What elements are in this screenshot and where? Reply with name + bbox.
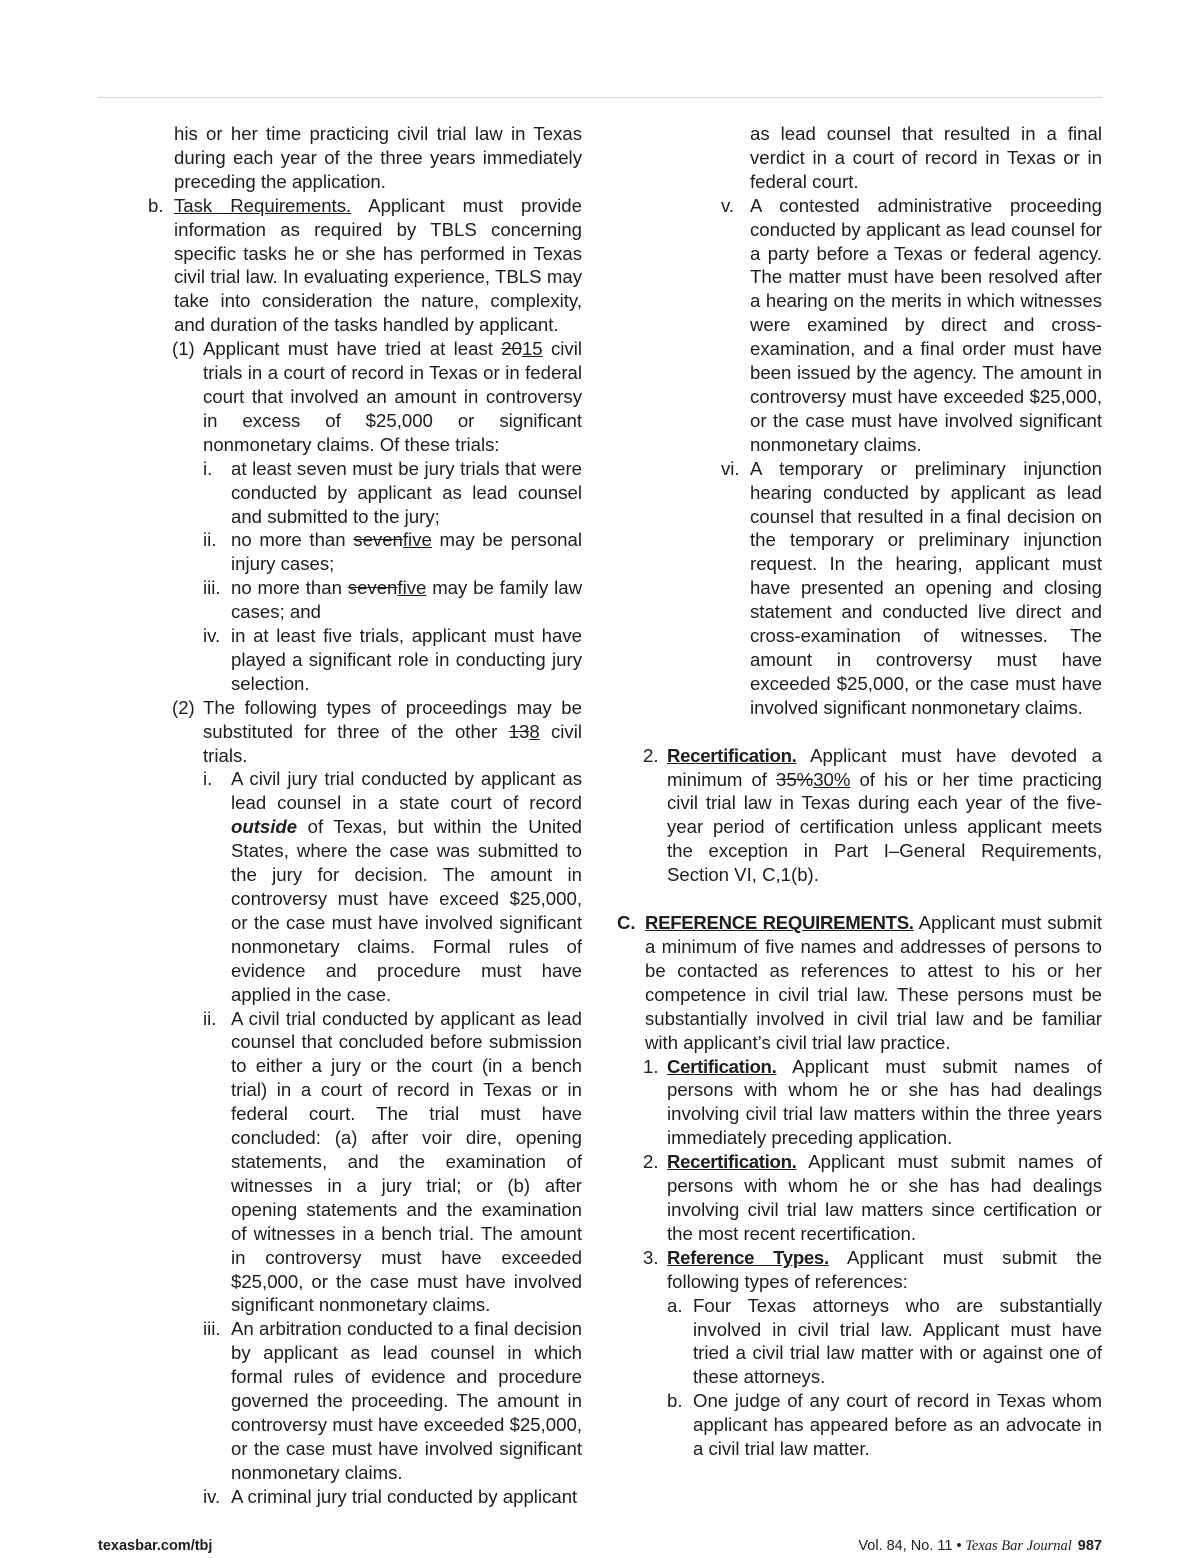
list-marker: iii.: [203, 577, 221, 599]
right-column: [600, 122, 1102, 1461]
list-marker: iv.: [203, 1485, 221, 1507]
left-column: [120, 122, 582, 1509]
list-item: [120, 528, 582, 576]
list-item: [600, 1389, 1102, 1461]
list-item: [120, 194, 582, 337]
list-marker: (2): [172, 696, 195, 718]
item-text: in at least five trials, applicant must have played a significant role in conducting jury selection.: [231, 625, 582, 694]
list-marker: v.: [721, 194, 735, 216]
list-item: [120, 457, 582, 529]
deleted-text: 20: [501, 338, 522, 360]
list-item: [120, 696, 582, 768]
list-marker: i.: [203, 457, 213, 479]
list-item: [600, 1055, 1102, 1151]
deleted-text: 35%: [775, 768, 814, 790]
list-marker: i.: [203, 768, 213, 790]
deleted-text: 13: [508, 720, 530, 742]
list-marker: b.: [667, 1390, 683, 1412]
list-marker: a.: [667, 1294, 683, 1316]
footer-citation: [858, 1538, 1102, 1555]
list-marker: ii.: [203, 1007, 217, 1029]
item-text: Applicant must have tried at least: [203, 338, 502, 360]
footer-volume: Vol. 84, No. 11: [858, 1538, 957, 1554]
list-item: [600, 1246, 1102, 1294]
deleted-text: seven: [353, 529, 403, 551]
paragraph: [600, 122, 1102, 194]
inserted-text: 15: [521, 338, 543, 360]
item-text: at least seven must be jury trials that were conducted by applicant as lead counsel and submitted to the jury;: [231, 457, 582, 527]
item-text: Applicant must provide information as required by TBLS concerning specific tasks he or she has performed in Texas civil trial law. In evaluating experience, TBLS may take into consideration the nature, complexity, and duration of the tasks handled by applicant.: [174, 194, 582, 336]
item-text: A contested administrative proceeding conducted by applicant as lead counsel for a party before a Texas or federal agency. The matter must have been resolved after a hearing on the merits in which witnesses were examined by direct and cross-examination, and a final order must have been issued by the agency. The amount in controversy must have exceeded $25,000, or the case must have involved significant nonmonetary claims.: [750, 194, 1102, 455]
paragraph-text: as lead counsel that resulted in a final verdict in a court of record in Texas or in federal court.: [750, 123, 1102, 192]
footer-journal: Texas Bar Journal: [961, 1538, 1072, 1554]
item-text: may be personal injury cases;: [231, 529, 582, 575]
inserted-text: five: [402, 529, 432, 551]
footer-bullet: •: [956, 1538, 962, 1554]
list-marker: 2.: [643, 1151, 659, 1173]
header-rule: [98, 97, 1102, 98]
item-text: A civil jury trial conducted by applicant as lead counsel in a state court of record: [231, 768, 582, 814]
list-item: [600, 1294, 1102, 1390]
item-text: civil trials in a court of record in Texas or in federal court that involved an amount in controversy in excess of $25,000 or significant nonmonetary claims. Of these trials:: [203, 338, 582, 455]
list-item: [120, 624, 582, 696]
item-heading: Recertification.: [667, 744, 797, 766]
item-text: A criminal jury trial conducted by applicant: [231, 1485, 578, 1507]
item-text: of his or her time practicing civil trial law in Texas during each year of the five-year period of certification unless applicant meets the exception in Part I–General Requirements, Section VI, C,1(b).: [667, 768, 1102, 886]
item-heading: Reference Types.: [667, 1246, 829, 1268]
list-marker: 1.: [643, 1055, 659, 1077]
deleted-text: seven: [347, 577, 398, 599]
paragraph: [120, 122, 582, 194]
item-text: The following types of proceedings may be substituted for three of the other: [203, 696, 582, 742]
item-text: Applicant must submit names of persons with whom he or she has had dealings involving civil trial law matters within the three years immediately preceding application.: [667, 1055, 1102, 1149]
list-item: [120, 1317, 582, 1484]
item-text: Applicant must submit names of persons with whom he or she has had dealings involving civil trial law matters since certification or the most recent recertification.: [667, 1151, 1102, 1244]
list-marker: 2.: [643, 744, 659, 766]
item-text: of Texas, but within the United States, where the case was submitted to the jury for decision. The amount in controversy must have exceed $25,000, or the case must have involved significant nonmonetary claims. Formal rules of evidence and procedure must have applied in the case.: [231, 816, 582, 1005]
item-text: no more than: [231, 529, 354, 551]
list-marker: b.: [148, 194, 164, 216]
list-item: [120, 576, 582, 624]
list-item: [120, 1485, 582, 1509]
item-text: A temporary or preliminary injunction hearing conducted by applicant as lead counsel that resulted in a final decision on the temporary or preliminary injunction request. In the hearing, applicant must have presented an opening and closing statement and conducted live direct and cross-examination of witnesses. The amount in controversy must have exceeded $25,000, or the case must have involved significant nonmonetary claims.: [750, 457, 1102, 718]
list-marker: (1): [172, 338, 195, 360]
paragraph-text: his or her time practicing civil trial law in Texas during each year of the three years immediately preceding the application.: [174, 123, 582, 192]
section-heading: REFERENCE REQUIREMENTS.: [645, 912, 914, 934]
list-item: [600, 194, 1102, 457]
inserted-text: five: [397, 577, 427, 599]
list-item: [120, 1007, 582, 1318]
list-item: [600, 1150, 1102, 1246]
footer-url: texasbar.com/tbj: [98, 1538, 213, 1554]
item-text: may be family law cases; and: [231, 577, 582, 623]
section-text: Applicant must submit a minimum of five names and addresses of persons to be contacted as references to attest to his or her competence in civil trial law. These persons must be substantially involved in civil trial law and be familiar with applicant’s civil trial law practice.: [645, 912, 1102, 1053]
item-text: A civil trial conducted by applicant as lead counsel that concluded before submission to either a jury or the court (in a bench trial) in a court of record in Texas or in federal court. The trial must have concluded: (a) after voir dire, opening statements, and the examination of witnesses in a jury trial; or (b) after opening statements and the examination of witnesses in a bench trial. The amount in controversy must have exceeded $25,000, or the case must have involved significant nonmonetary claims.: [231, 1007, 582, 1316]
list-item: [600, 457, 1102, 720]
list-item: [600, 744, 1102, 887]
list-item: [120, 767, 582, 1006]
item-text: An arbitration conducted to a final decision by applicant as lead counsel in which formal rules of evidence and procedure governed the proceeding. The amount in controversy must have exceeded $25,000, or the case must have involved significant nonmonetary claims.: [231, 1318, 582, 1483]
item-text: civil trials.: [203, 720, 582, 766]
item-text: Applicant must have devoted a minimum of: [667, 744, 1102, 790]
item-text: Applicant must submit the following types of references:: [667, 1246, 1102, 1292]
item-heading: Task Requirements.: [174, 194, 352, 216]
page-number: 987: [1077, 1538, 1102, 1554]
item-text: Four Texas attorneys who are substantially involved in civil trial law. Applicant must have tried a civil trial law matter with or against one of these attorneys.: [693, 1294, 1102, 1388]
emphasis-text: outside: [231, 816, 298, 838]
list-marker: iv.: [203, 625, 221, 647]
list-marker: 3.: [643, 1246, 659, 1268]
item-heading: Recertification.: [667, 1151, 797, 1173]
item-text: One judge of any court of record in Texas whom applicant has appeared before as an advocate in a civil trial law matter.: [693, 1390, 1102, 1460]
list-marker: iii.: [203, 1318, 221, 1340]
list-item: [120, 337, 582, 457]
item-heading: Certification.: [667, 1055, 777, 1077]
list-marker: ii.: [203, 529, 217, 551]
inserted-text: 30%: [813, 768, 851, 790]
list-marker: vi.: [721, 457, 740, 479]
section-marker: C.: [617, 912, 636, 934]
inserted-text: 8: [529, 720, 540, 742]
item-text: no more than: [231, 577, 348, 599]
section-paragraph: [600, 911, 1102, 1054]
